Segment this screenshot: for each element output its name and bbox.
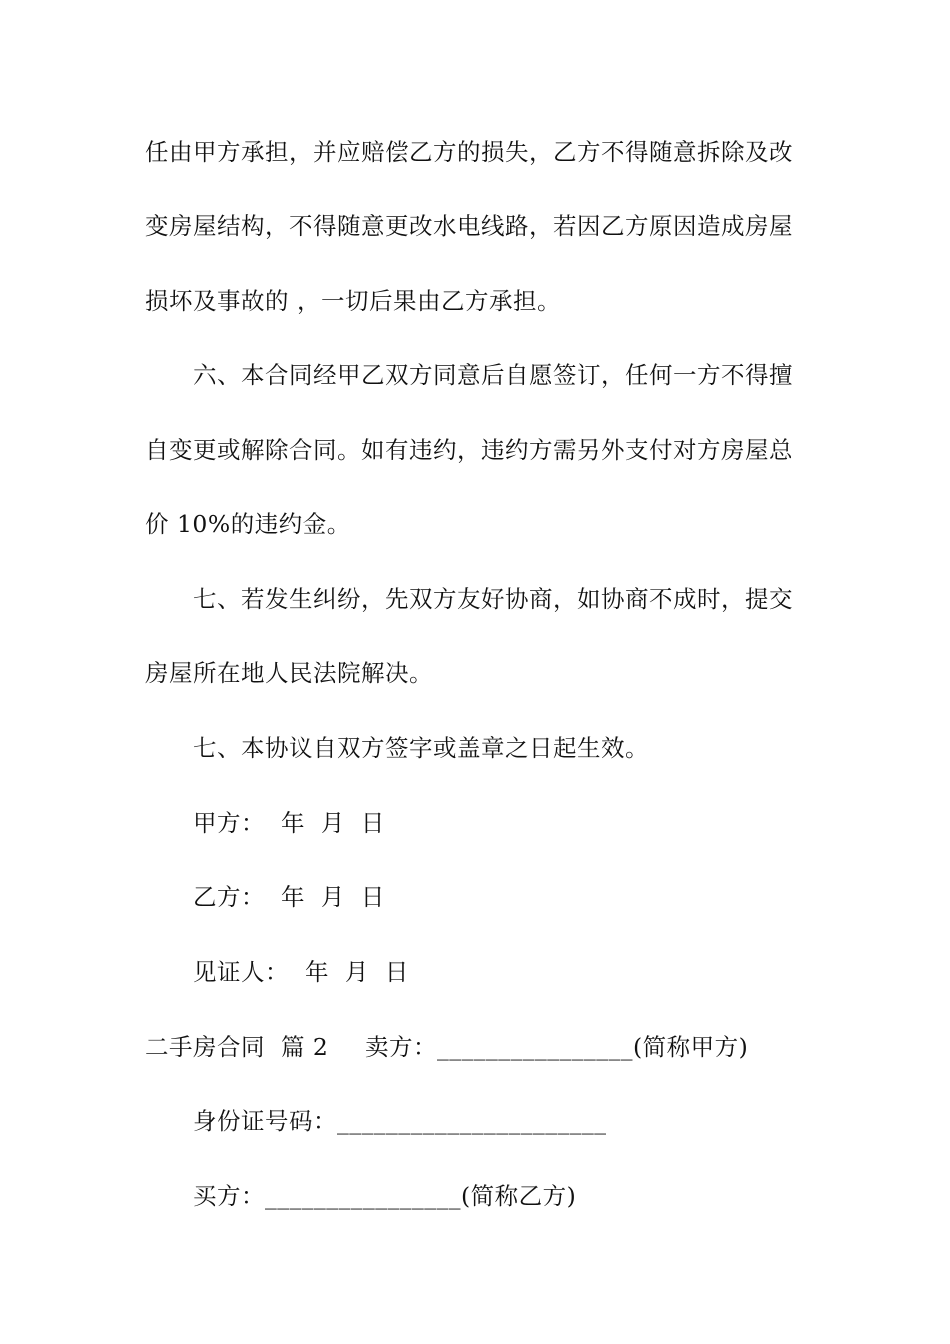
id-number-line: 身份证号码：______________________ — [193, 1107, 607, 1135]
witness-signature-line: 见证人： 年 月 日 — [193, 958, 409, 986]
seller-line: 卖方：________________(简称甲方) — [365, 1033, 749, 1061]
clause-effective-line: 七、本协议自双方签字或盖章之日起生效。 — [193, 734, 649, 762]
buyer-line: 买方：________________(简称乙方) — [193, 1182, 577, 1210]
paragraph-line: 任由甲方承担，并应赔偿乙方的损失，乙方不得随意拆除及改 — [145, 138, 793, 166]
contract-heading: 二手房合同 篇 2 — [145, 1033, 329, 1061]
paragraph-line: 自变更或解除合同。如有违约，违约方需另外支付对方房屋总 — [145, 436, 793, 464]
paragraph-line: 价 10%的违约金。 — [145, 510, 351, 538]
paragraph-line: 损坏及事故的 ，一切后果由乙方承担。 — [145, 287, 561, 315]
party-a-signature-line: 甲方： 年 月 日 — [193, 809, 385, 837]
paragraph-line: 房屋所在地人民法院解决。 — [145, 659, 433, 687]
party-b-signature-line: 乙方： 年 月 日 — [193, 883, 385, 911]
paragraph-line: 变房屋结构，不得随意更改水电线路，若因乙方原因造成房屋 — [145, 212, 793, 240]
clause-seven-line: 七、若发生纠纷，先双方友好协商，如协商不成时，提交 — [193, 585, 793, 613]
clause-six-line: 六、本合同经甲乙双方同意后自愿签订，任何一方不得擅 — [193, 361, 793, 389]
